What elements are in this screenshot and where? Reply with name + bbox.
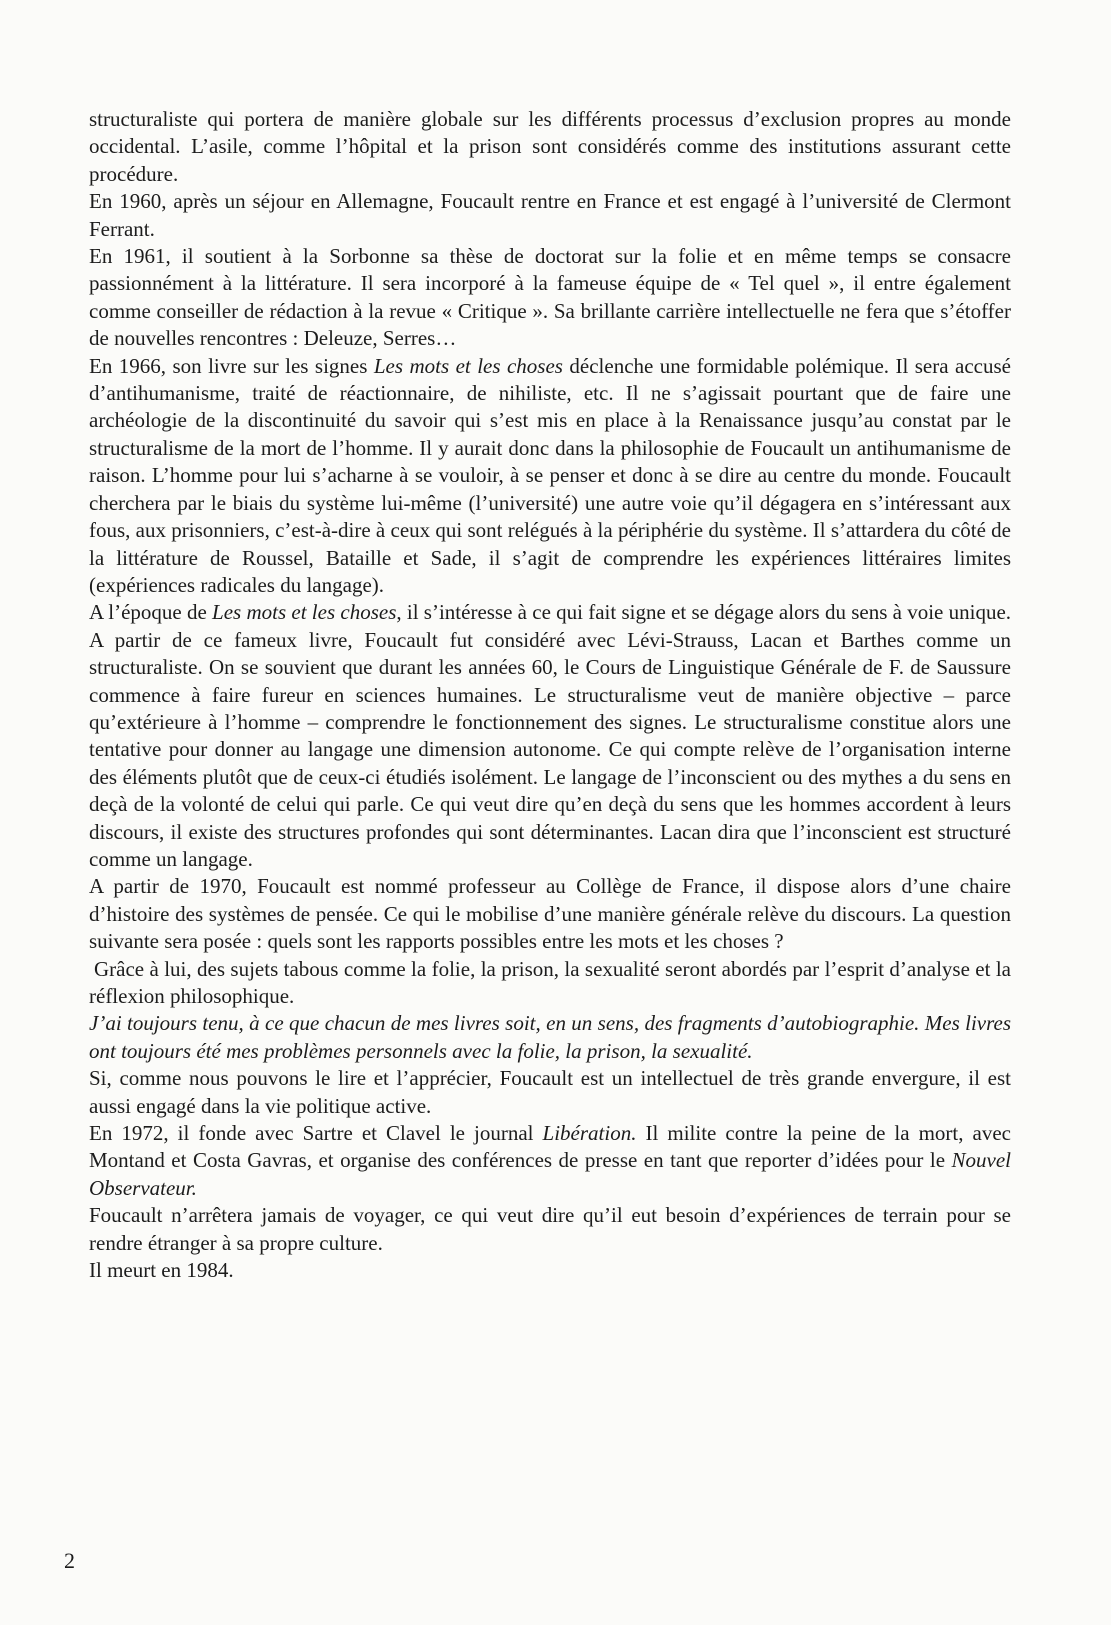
text-segment: A l’époque de [89,600,213,625]
paragraph [89,1065,1011,1120]
italic-text: Libération. [542,1121,637,1146]
text-segment: déclenche une formidable polémique. Il sera accusé d’antihumanisme, traité de réactionnaire, de nihiliste, etc. Il ne s’agissait pourtant que de faire une archéologie de la discontinuité du savoir qui s’est mis en place à la Renaissance jusqu’au constat par le structuralisme de la mort de l’homme. Il y aurait donc dans la philosophie de Foucault un antihumanisme de raison. L’homme pour lui s’acharne à se vouloir, à se penser et donc à se dire au centre du monde. Foucault cherchera par le biais du système lui-même (l’université) une autre voie qu’il dégagera en s’intéressant aux fous, aux prisonniers, c’est-à-dire à ceux qui sont relégués à la périphérie du système. Il s’attardera du côté de la littérature de Roussel, Bataille et Sade, il s’agit de comprendre les expériences littéraires limites (expériences radicales du langage). [89,353,1011,597]
text-segment: En 1966, son livre sur les signes [89,353,374,378]
paragraph [89,1120,1011,1202]
paragraph [89,873,1011,955]
text-segment: En 1972, il fonde avec Sartre et Clavel le journal [89,1121,543,1146]
paragraph [89,188,1011,243]
paragraph [89,599,1011,873]
italic-text: Les mots et les choses [373,353,563,378]
text-segment: Foucault n’arrêtera jamais de voyager, ce qui veut dire qu’il eut besoin d’expériences de terrain pour se rendre étranger à sa propre culture. [89,1203,1011,1255]
text-segment: Il milite contre la peine de la mort, avec Montand et Costa Gavras, et organise des conférences de presse en tant que reporter d’idées pour le [89,1121,1011,1173]
paragraph [89,106,1011,188]
text-segment: A partir de 1970, Foucault est nommé professeur au Collège de France, il dispose alors d’une chaire d’histoire des systèmes de pensée. Ce qui le mobilise d’une manière générale relève du discours. La question suivante sera posée : quels sont les rapports possibles entre les mots et les choses ? [89,874,1011,954]
text-segment: structuraliste qui portera de manière globale sur les différents processus d’exclusion propres au monde occidental. L’asile, comme l’hôpital et la prison sont considérés comme des institutions assurant cette procédure. [89,107,1011,186]
text-segment: Grâce à lui, des sujets tabous comme la folie, la prison, la sexualité seront abordés par l’esprit d’analyse et la réflexion philosophique. [89,956,1011,1008]
document-body [89,106,1011,1284]
paragraph [89,243,1011,353]
italic-text: J’ai toujours tenu, à ce que chacun de mes livres soit, en un sens, des fragments d’autobiographie. Mes livres ont toujours été mes problèmes personnels avec la folie, la prison, la sexualité. [89,1011,1011,1063]
paragraph [89,1257,1011,1284]
text-segment: , il s’intéresse à ce qui fait signe et se dégage alors du sens à voie unique. A partir de ce fameux livre, Foucault fut considéré avec Lévi-Strauss, Lacan et Barthes comme un structuraliste. On se souvient que durant les années 60, le Cours de Linguistique Générale de F. de Saussure commence à faire fureur en sciences humaines. Le structuralisme veut de manière objective – parce qu’extérieure à l’homme – comprendre le fonctionnement des signes. Le structuralisme constitue alors une tentative pour donner au langage une dimension autonome. Ce qui compte relève de l’organisation interne des éléments plutôt que de ceux-ci étudiés isolément. Le langage de l’inconscient ou des mythes a du sens en deçà de la volonté de celui qui parle. Ce qui veut dire qu’en deçà du sens que les hommes accordent à leurs discours, il existe des structures profondes qui sont déterminantes. Lacan dira que l’inconscient est structuré comme un langage. [89,600,1012,871]
text-segment: Si, comme nous pouvons le lire et l’apprécier, Foucault est un intellectuel de très grande envergure, il est aussi engagé dans la vie politique active. [89,1066,1011,1118]
text-segment: En 1961, il soutient à la Sorbonne sa thèse de doctorat sur la folie et en même temps se consacre passionnément à la littérature. Il sera incorporé à la fameuse équipe de « Tel quel », il entre également comme conseiller de rédaction à la revue « Critique ». Sa brillante carrière intellectuelle ne fera que s’étoffer de nouvelles rencontres : Deleuze, Serres… [89,244,1011,351]
quote-paragraph [89,1010,1011,1065]
paragraph [89,956,1011,1011]
paragraph [89,1202,1011,1257]
paragraph [89,353,1011,600]
page-number: 2 [64,1548,75,1573]
text-segment: En 1960, après un séjour en Allemagne, Foucault rentre en France et est engagé à l’université de Clermont Ferrant. [89,189,1011,241]
italic-text: Nouvel Observateur. [89,1148,1011,1200]
text-segment: Il meurt en 1984. [89,1258,234,1283]
italic-text: Les mots et les choses [212,600,397,625]
